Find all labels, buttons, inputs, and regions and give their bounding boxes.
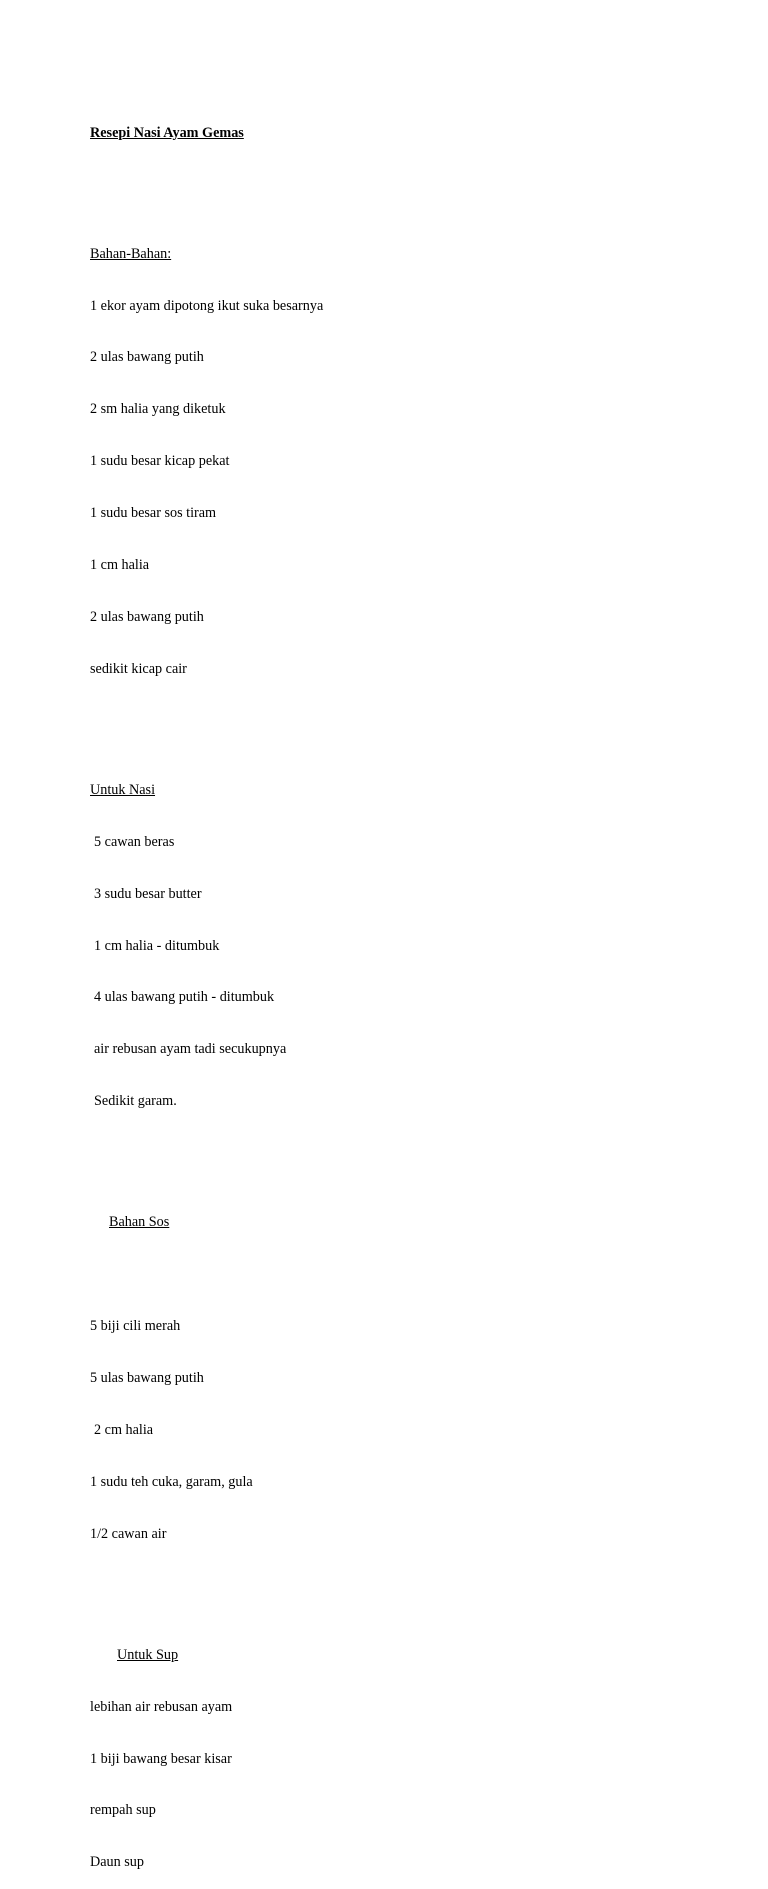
section-heading-sos-wrap: [90, 1214, 690, 1231]
ingredient-item: 1 sudu besar sos tiram: [90, 505, 217, 522]
section-heading-sos: Bahan Sos: [109, 1214, 170, 1231]
section-heading-sup: Untuk Sup: [117, 1646, 179, 1663]
ingredient-item: Sedikit garam.: [94, 1093, 177, 1110]
ingredient-item: 2 cm halia: [94, 1421, 154, 1438]
ingredient-item: 5 cawan beras: [94, 833, 175, 850]
ingredient-item: sedikit kicap cair: [90, 660, 187, 677]
ingredient-item: rempah sup: [90, 1802, 156, 1819]
ingredient-item: 1 cm halia - ditumbuk: [94, 937, 220, 954]
ingredient-item: 1 cm halia: [90, 557, 150, 574]
ingredient-item: Daun sup: [90, 1854, 144, 1871]
ingredient-item: 1 sudu besar kicap pekat: [90, 453, 230, 470]
section-heading-bahan: Bahan-Bahan:: [90, 245, 172, 262]
ingredient-item: air rebusan ayam tadi secukupnya: [94, 1041, 287, 1058]
ingredient-item: lebihan air rebusan ayam: [90, 1698, 233, 1715]
ingredient-item: 1 biji bawang besar kisar: [90, 1750, 232, 1767]
ingredient-item: 3 sudu besar butter: [94, 885, 202, 902]
ingredient-item: 5 ulas bawang putih: [90, 1369, 204, 1386]
ingredient-item: 4 ulas bawang putih - ditumbuk: [94, 989, 275, 1006]
ingredient-item: 1 ekor ayam dipotong ikut suka besarnya: [90, 297, 324, 314]
ingredient-item: 5 biji cili merah: [90, 1318, 181, 1335]
blank-line: [90, 1578, 690, 1595]
blank-line: [90, 1145, 690, 1162]
ingredient-item: 1 sudu teh cuka, garam, gula: [90, 1473, 253, 1490]
ingredient-item: 2 sm halia yang diketuk: [90, 401, 226, 418]
blank-line: [90, 713, 690, 730]
ingredient-item: 2 ulas bawang putih: [90, 349, 204, 366]
document-page: [90, 90, 690, 1889]
section-heading-sup-wrap: [90, 1647, 690, 1664]
ingredient-item: 2 ulas bawang putih: [90, 608, 204, 625]
ingredient-item: 1/2 cawan air: [90, 1525, 167, 1542]
blank-line: [90, 176, 690, 193]
recipe-title: Resepi Nasi Ayam Gemas: [90, 124, 244, 141]
blank-line: [90, 1266, 690, 1283]
section-heading-nasi: Untuk Nasi: [90, 781, 156, 798]
